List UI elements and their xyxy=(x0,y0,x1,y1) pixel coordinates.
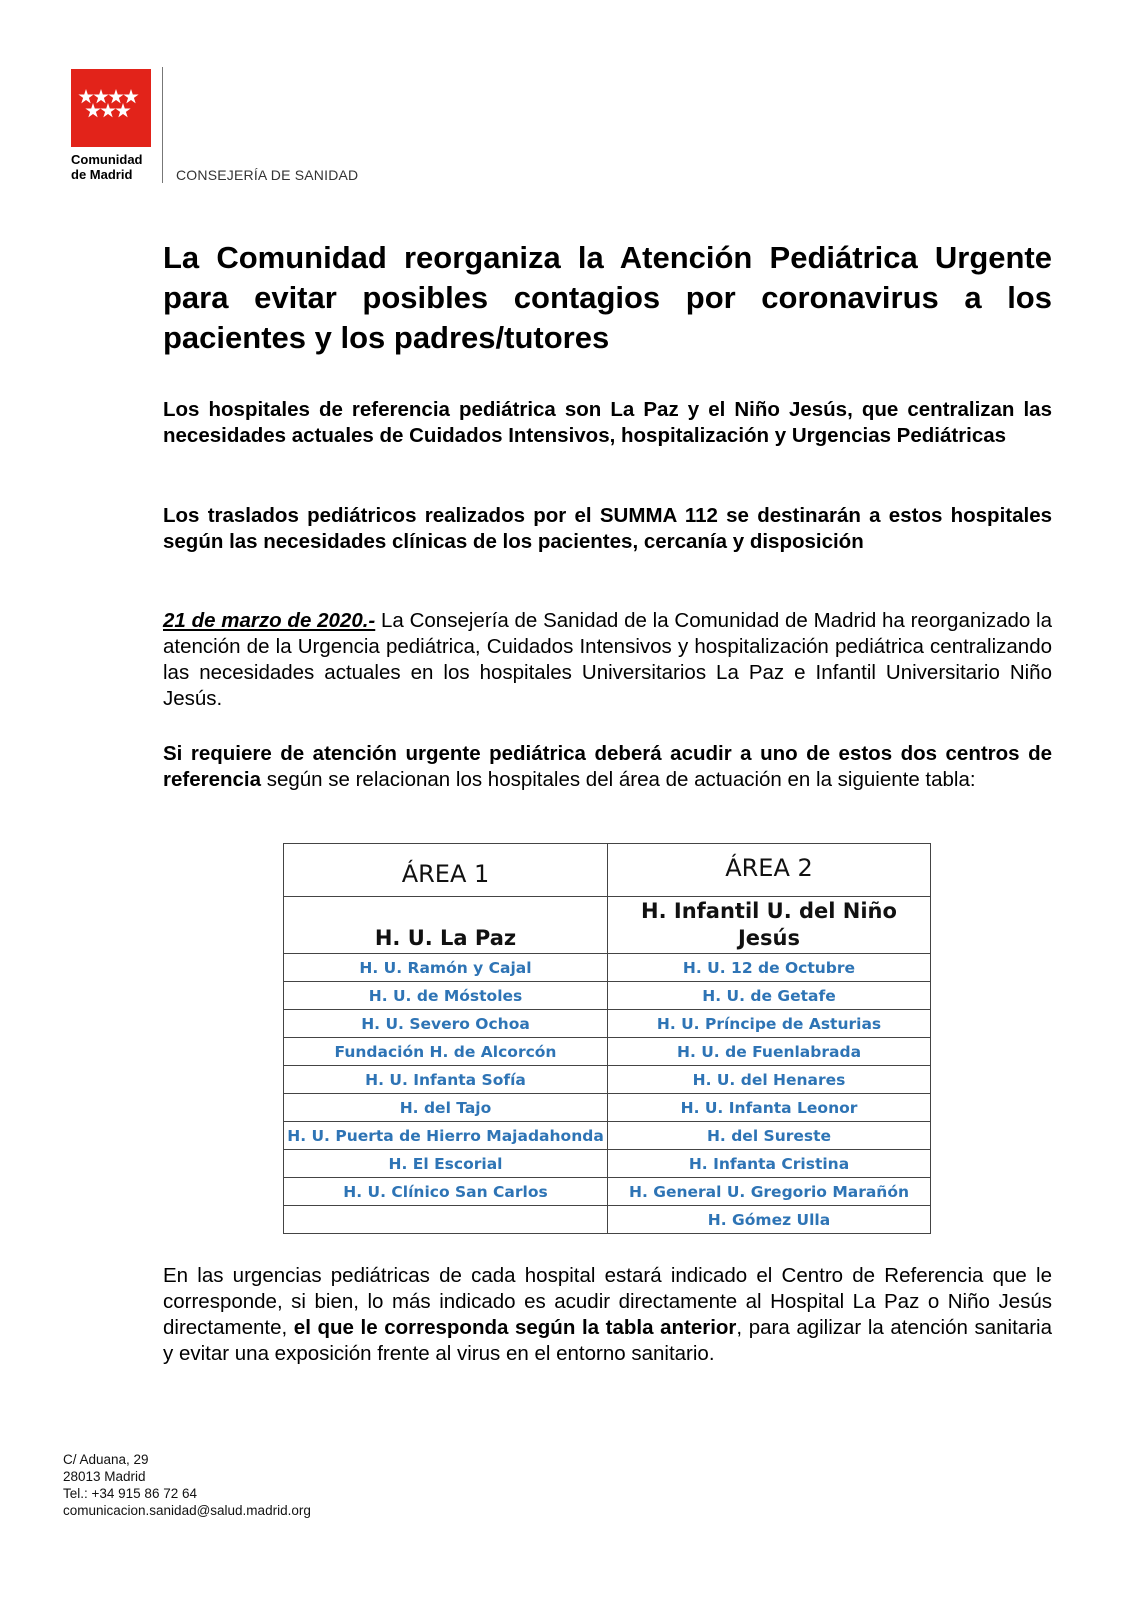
area-1-hospital: H. U. de Móstoles xyxy=(284,982,608,1010)
footer-phone: Tel.: +34 915 86 72 64 xyxy=(63,1486,197,1501)
area-1-hospital: H. U. Ramón y Cajal xyxy=(284,954,608,982)
area-2-hospital: H. U. 12 de Octubre xyxy=(608,954,931,982)
subtitle-1: Los hospitales de referencia pediátrica son La Paz y el Niño Jesús, que centralizan las necesidades actuales de Cuidados Intensivos, hospitalización y Urgencias Pediátricas xyxy=(163,398,1052,447)
table-row xyxy=(284,1066,931,1094)
area-1-hospital xyxy=(284,1206,608,1234)
area-1-hospital: H. El Escorial xyxy=(284,1150,608,1178)
area-2-hospital: H. del Sureste xyxy=(608,1122,931,1150)
footer-email: comunicacion.sanidad@salud.madrid.org xyxy=(63,1503,311,1518)
subtitle-2: Los traslados pediátricos realizados por el SUMMA 112 se destinarán a estos hospitales según las necesidades clínicas de los pacientes, cercanía y disposición xyxy=(163,504,1052,553)
table-row xyxy=(284,1010,931,1038)
area-2-hospital: H. U. del Henares xyxy=(608,1066,931,1094)
table-row xyxy=(284,1038,931,1066)
footer-contact xyxy=(63,1451,311,1519)
table-row xyxy=(284,1206,931,1234)
area-2-hospital: H. U. de Fuenlabrada xyxy=(608,1038,931,1066)
area-2-hospital: H. U. Infanta Leonor xyxy=(608,1094,931,1122)
table-row xyxy=(284,1122,931,1150)
area-1-hospital: H. del Tajo xyxy=(284,1094,608,1122)
star-icon xyxy=(100,103,115,117)
area-2-hospital: H. General U. Gregorio Marañón xyxy=(608,1178,931,1206)
paragraph-closing xyxy=(163,1263,1052,1367)
area-2-hospital: H. Infanta Cristina xyxy=(608,1150,931,1178)
star-icon xyxy=(78,89,93,103)
paragraph-closing-text-1: En las urgencias pediátricas de cada hospital estará indicado el Centro de Referencia que le corresponde, si bien, lo más indicado es acudir directamente al Hospital La Paz o Niño Jesús directamente, xyxy=(163,1264,1052,1339)
star-icon xyxy=(123,89,138,103)
area-2-hospital: H. Gómez Ulla xyxy=(608,1206,931,1234)
table-row xyxy=(284,1094,931,1122)
table-row xyxy=(284,982,931,1010)
reference-hospital-row xyxy=(284,897,931,954)
star-icon xyxy=(115,103,130,117)
star-icon xyxy=(108,89,123,103)
area-2-hospital: H. U. de Getafe xyxy=(608,982,931,1010)
area-header-row xyxy=(284,844,931,897)
area-1-hospital: H. U. Infanta Sofía xyxy=(284,1066,608,1094)
release-date: 21 de marzo de 2020.- xyxy=(163,609,376,632)
press-release-title: La Comunidad reorganiza la Atención Pediátrica Urgente para evitar posibles contagios por coronavirus a los pacientes y los padres/tutores xyxy=(163,240,1052,355)
footer-address: C/ Aduana, 29 xyxy=(63,1452,149,1467)
paragraph-intro xyxy=(163,608,1052,712)
hospital-area-table xyxy=(283,843,931,1234)
logo-text xyxy=(71,152,143,182)
logo-org-line1: Comunidad xyxy=(71,152,143,167)
logo-divider xyxy=(162,67,163,183)
table-row xyxy=(284,1150,931,1178)
department-name: CONSEJERÍA DE SANIDAD xyxy=(176,167,359,183)
paragraph-intro-text: La Consejería de Sanidad de la Comunidad de Madrid ha reorganizado la atención de la Urgencia pediátrica, Cuidados Intensivos y hospitalización pediátrica centralizando las necesidades actuales en los hospitales Universitarios La Paz e Infantil Universitario Niño Jesús. xyxy=(163,609,1052,710)
paragraph-instructions-bold: Si requiere de atención urgente pediátrica deberá acudir a uno de estos dos centros de referencia xyxy=(163,742,1052,791)
logo-org-line2: de Madrid xyxy=(71,167,133,182)
area-1-header: ÁREA 1 xyxy=(284,844,608,897)
paragraph-instructions-text: según se relacionan los hospitales del área de actuación en la siguiente tabla: xyxy=(261,768,976,791)
table-row xyxy=(284,1178,931,1206)
area-1-hospital: Fundación H. de Alcorcón xyxy=(284,1038,608,1066)
area-2-hospital: H. U. Príncipe de Asturias xyxy=(608,1010,931,1038)
footer-city: 28013 Madrid xyxy=(63,1469,146,1484)
star-icon xyxy=(93,89,108,103)
table-row xyxy=(284,954,931,982)
area-1-hospital: H. U. Severo Ochoa xyxy=(284,1010,608,1038)
area-table xyxy=(283,843,931,1234)
stars-icon xyxy=(71,86,151,126)
paragraph-closing-text-2: , para agilizar la atención sanitaria y evitar una exposición frente al virus en el entorno sanitario. xyxy=(163,1316,1052,1365)
area-1-hospital: H. U. Puerta de Hierro Majadahonda xyxy=(284,1122,608,1150)
paragraph-closing-bold: el que le corresponda según la tabla anterior xyxy=(293,1316,737,1339)
star-icon xyxy=(85,103,100,117)
comunidad-madrid-logo xyxy=(71,69,151,147)
reference-hospital-area-1: H. U. La Paz xyxy=(284,897,608,954)
paragraph-instructions xyxy=(163,741,1052,793)
area-1-hospital: H. U. Clínico San Carlos xyxy=(284,1178,608,1206)
reference-hospital-area-2: H. Infantil U. del Niño Jesús xyxy=(608,897,931,954)
area-2-header: ÁREA 2 xyxy=(608,844,931,897)
